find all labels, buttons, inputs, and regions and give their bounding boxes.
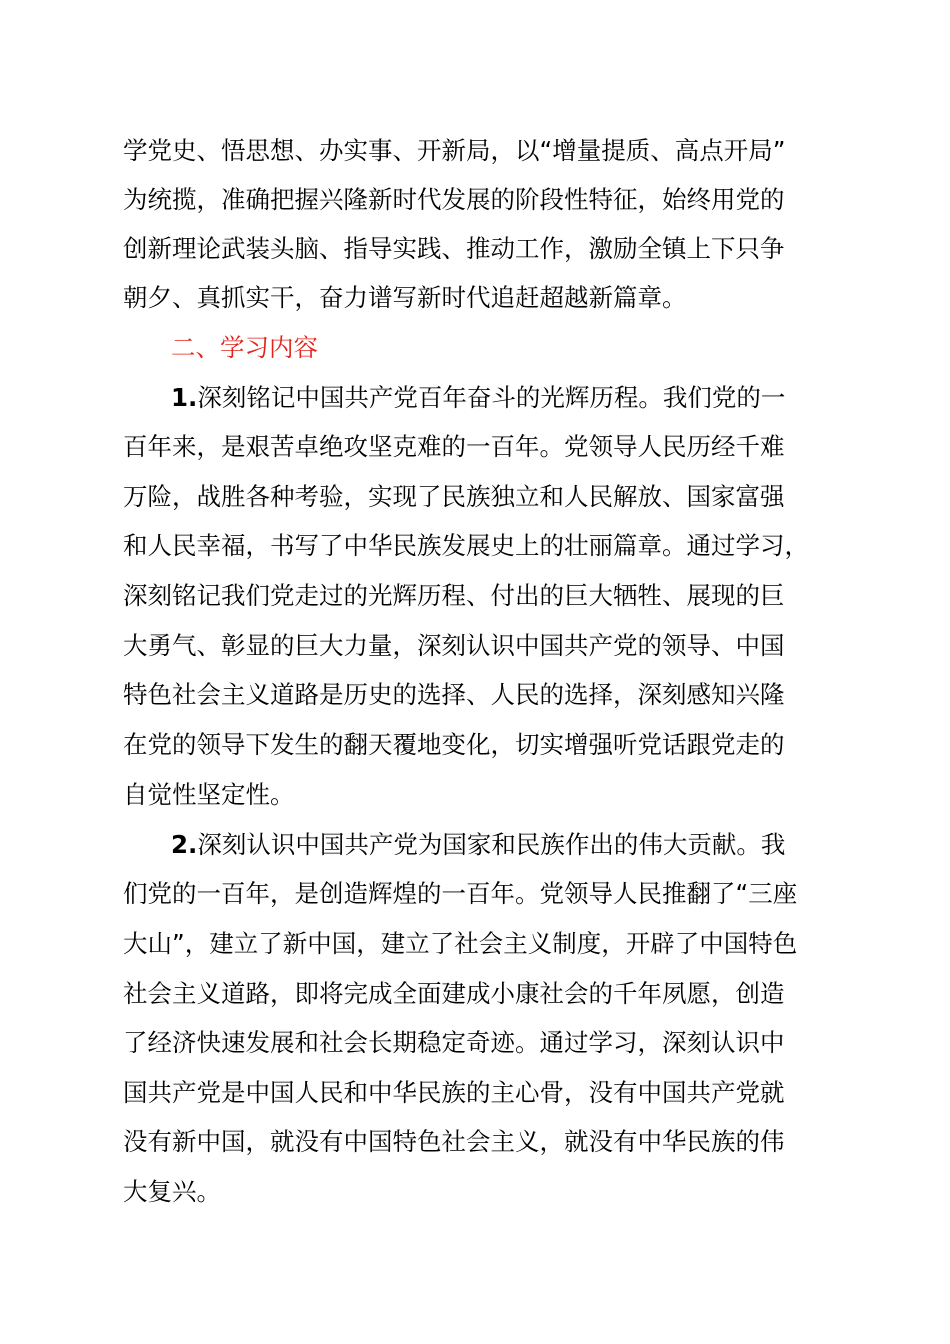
intro-line-4: 朝夕、真抓实干，奋力谱写新时代追赶超越新篇章。	[123, 283, 687, 312]
item2-line: 国共产党是中国人民和中华民族的主心骨，没有中国共产党就	[123, 1078, 785, 1107]
item1-line: 在党的领导下发生的翻天覆地变化，切实增强听党话跟党走的	[123, 730, 785, 759]
item1-line: 特色社会主义道路是历史的选择、人民的选择，深刻感知兴隆	[123, 680, 785, 709]
item1-number: 1.	[171, 383, 198, 412]
intro-line-1: 学党史、悟思想、办实事、开新局，以“增量提质、高点开局”	[123, 136, 786, 165]
item2-line: 了经济快速发展和社会长期稳定奇迹。通过学习，深刻认识中	[123, 1028, 785, 1057]
item2-line: 社会主义道路，即将完成全面建成小康社会的千年夙愿，创造	[123, 979, 785, 1008]
item1-line: 自觉性坚定性。	[123, 780, 295, 809]
item2-line: 们党的一百年，是创造辉煌的一百年。党领导人民推翻了“三座	[123, 879, 798, 908]
item2-title: 深刻认识中国共产党为国家和民族作出的伟大贡献。我	[197, 830, 786, 859]
item1-line: 百年来，是艰苦卓绝攻坚克难的一百年。党领导人民历经千难	[123, 432, 785, 461]
item2-first-line	[171, 825, 891, 865]
item1-line: 和人民幸福，书写了中华民族发展史上的壮丽篇章。通过学习，	[123, 531, 809, 560]
item2-line: 没有新中国，就没有中国特色社会主义，就没有中华民族的伟	[123, 1127, 785, 1156]
item1-line: 大勇气、彰显的巨大力量，深刻认识中国共产党的领导、中国	[123, 631, 785, 660]
item2-line: 大复兴。	[123, 1177, 221, 1206]
item1-first-line	[171, 378, 891, 418]
item2-line: 大山”，建立了新中国，建立了社会主义制度，开辟了中国特色	[123, 929, 798, 958]
intro-line-2: 为统揽，准确把握兴隆新时代发展的阶段性特征，始终用党的	[123, 185, 785, 214]
item1-line: 深刻铭记我们党走过的光辉历程、付出的巨大牺牲、展现的巨	[123, 581, 785, 610]
item1-title: 深刻铭记中国共产党百年奋斗的光辉历程。我们党的一	[197, 383, 786, 412]
section-heading: 二、学习内容	[171, 333, 318, 362]
item2-number: 2.	[171, 830, 198, 859]
intro-line-3: 创新理论武装头脑、指导实践、推动工作，激励全镇上下只争	[123, 234, 785, 263]
item1-line: 万险，战胜各种考验，实现了民族独立和人民解放、国家富强	[123, 482, 785, 511]
